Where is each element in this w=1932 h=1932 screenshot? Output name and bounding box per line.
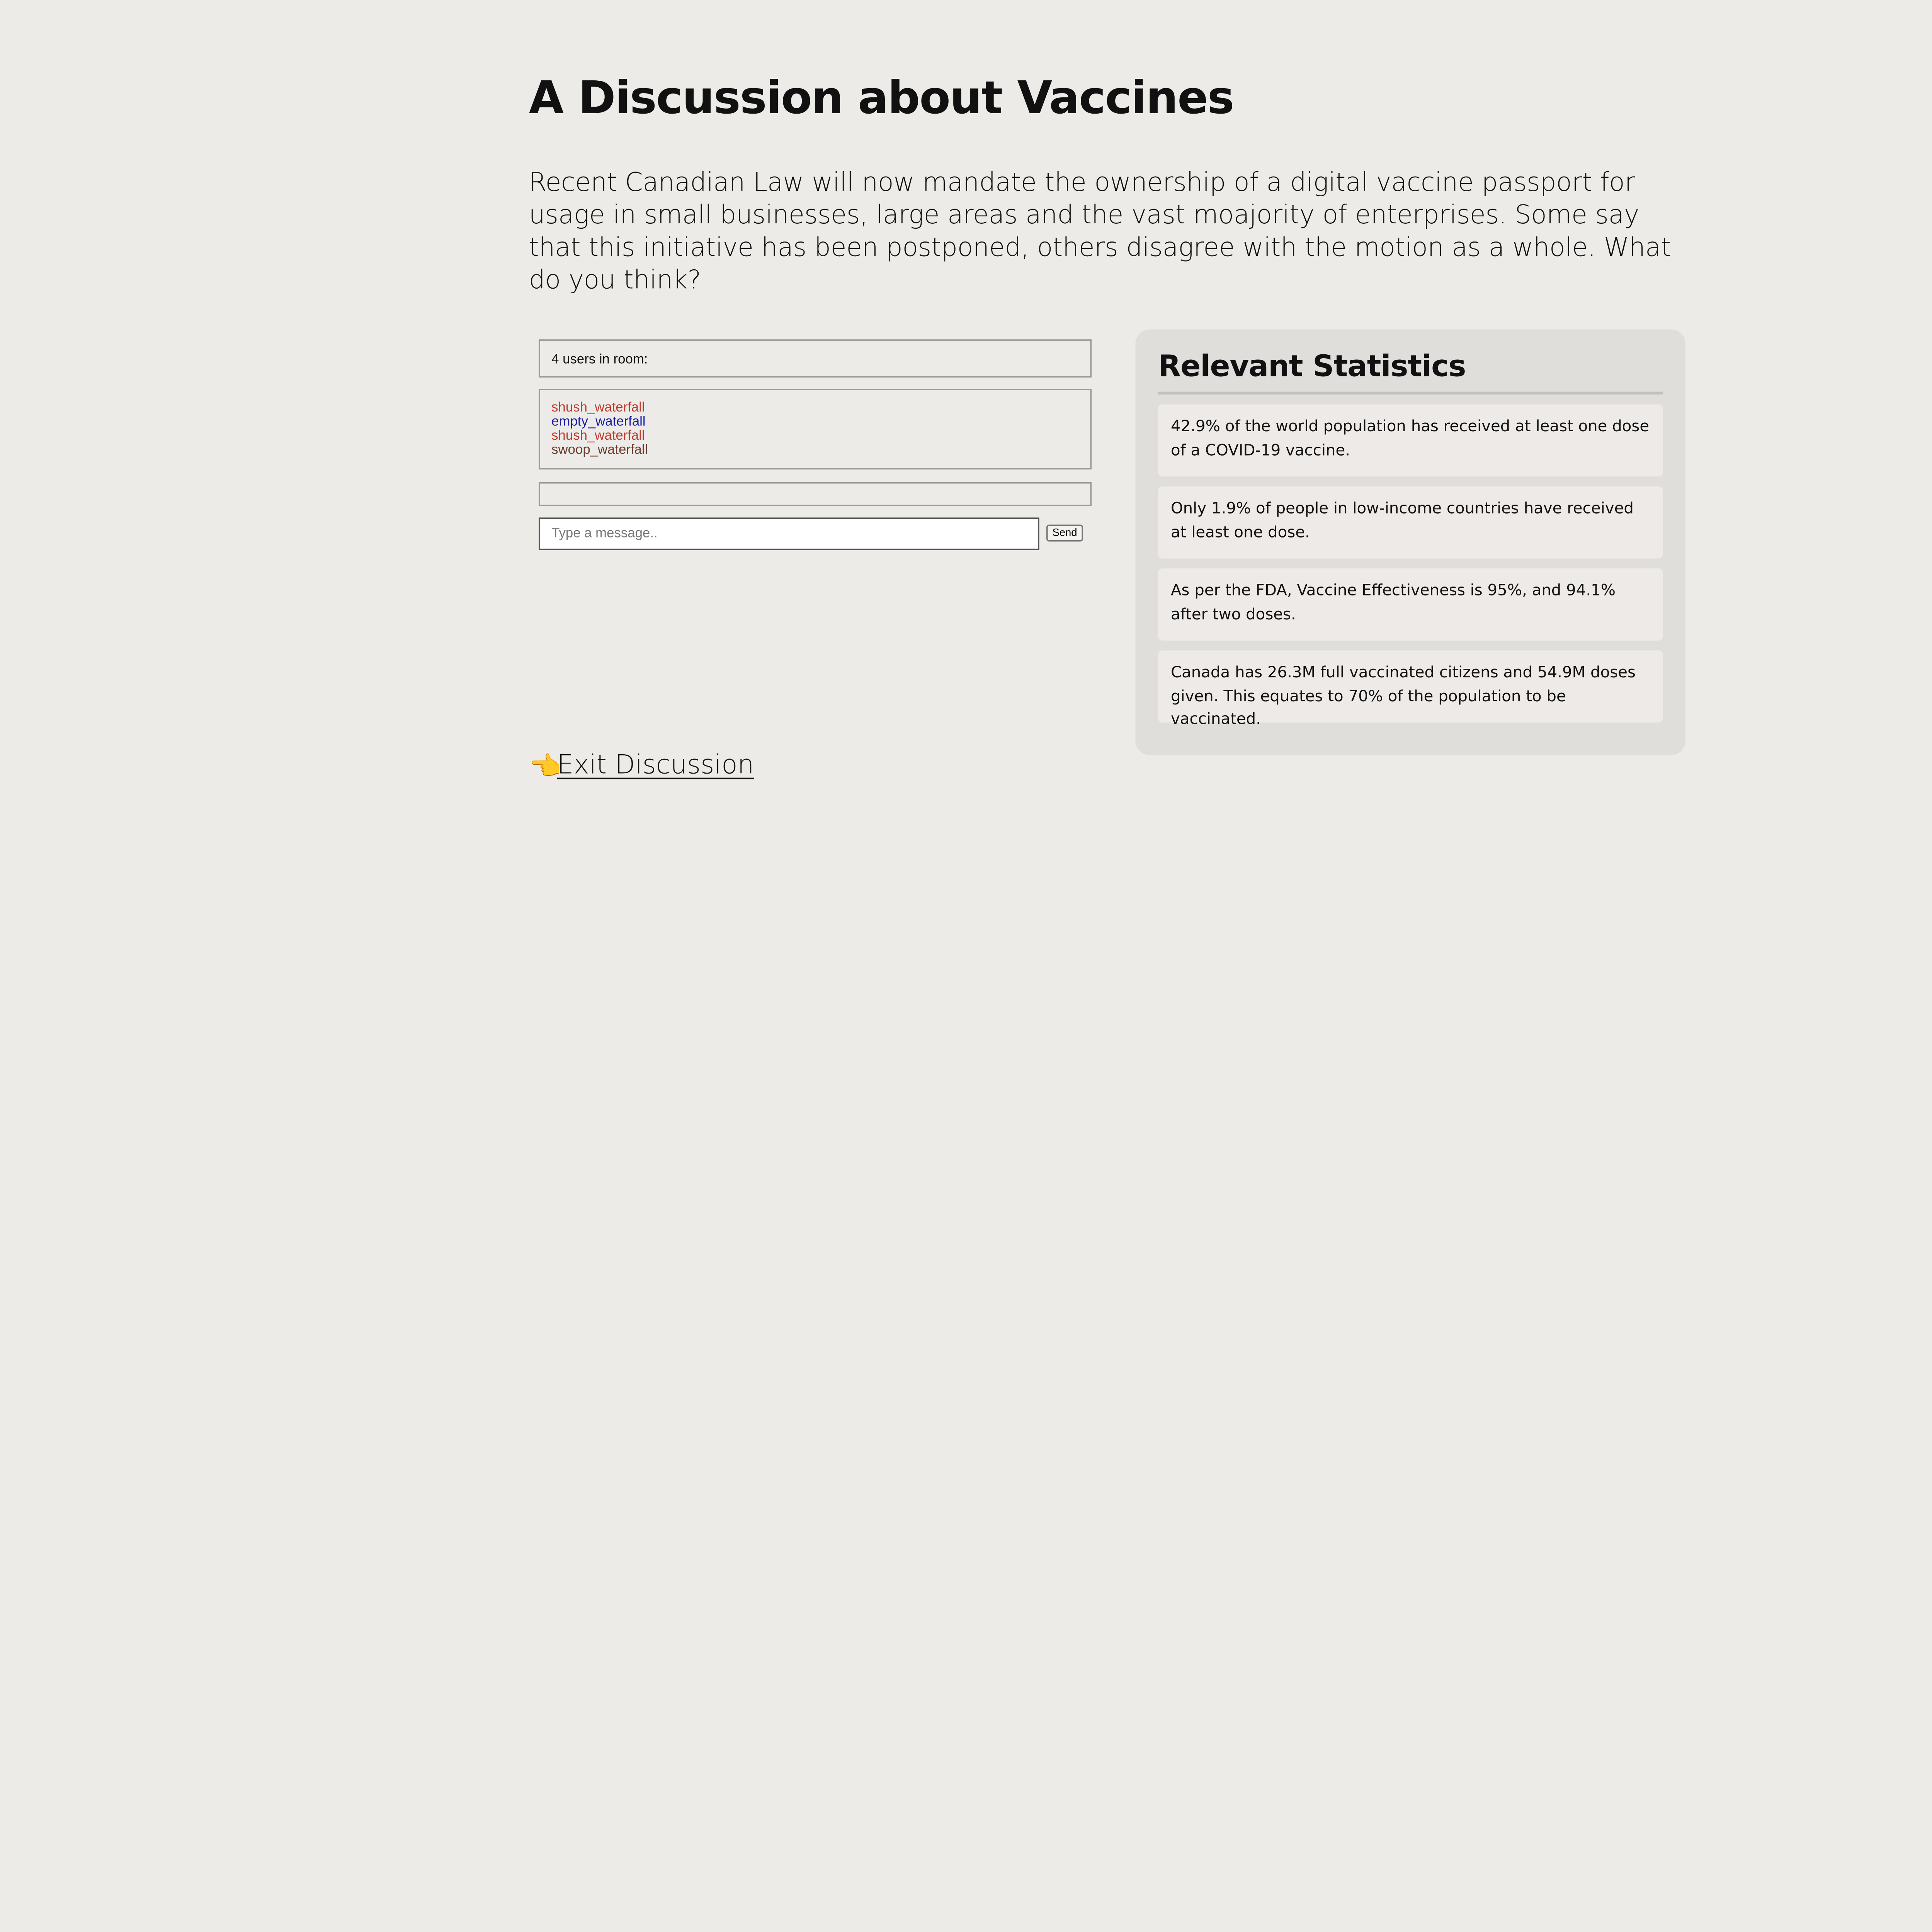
chat-panel — [539, 339, 1092, 550]
exit-discussion-link[interactable] — [529, 751, 754, 782]
statistics-panel — [1135, 330, 1685, 755]
send-button[interactable]: Send — [1046, 525, 1083, 542]
user-list-item: empty_waterfall — [551, 414, 646, 430]
stat-card: 42.9% of the world population has received at least one dose of a COVID-19 vaccine. — [1158, 405, 1663, 477]
statistics-heading: Relevant Statistics — [1158, 349, 1663, 395]
message-log — [539, 482, 1092, 506]
user-list — [539, 389, 1092, 469]
room-user-count: 4 users in room: — [539, 339, 1092, 378]
exit-discussion-label: Exit Discussion — [557, 751, 754, 781]
pointing-hand-icon: 👈 — [529, 752, 561, 782]
message-input[interactable] — [539, 517, 1039, 550]
stat-card: Canada has 26.3M full vaccinated citizens and 54.9M doses given. This equates to 70% of the population to be vaccinated. — [1158, 650, 1663, 723]
stat-card: Only 1.9% of people in low-income countries have received at least one dose. — [1158, 486, 1663, 559]
user-list-item: shush_waterfall — [551, 400, 645, 416]
stat-card: As per the FDA, Vaccine Effectiveness is 95%, and 94.1% after two doses. — [1158, 568, 1663, 641]
message-composer — [539, 517, 1092, 550]
user-list-item: shush_waterfall — [551, 428, 645, 444]
intro-paragraph: Recent Canadian Law will now mandate the ownership of a digital vaccine passport for usage in small businesses, large areas and the vast moajority of enterprises. Some say that this initiative has been postponed, others disagree with the motion as a whole. What do you think? — [529, 168, 1671, 296]
user-list-item: swoop_waterfall — [551, 442, 648, 458]
page-title: A Discussion about Vaccines — [529, 70, 1234, 125]
